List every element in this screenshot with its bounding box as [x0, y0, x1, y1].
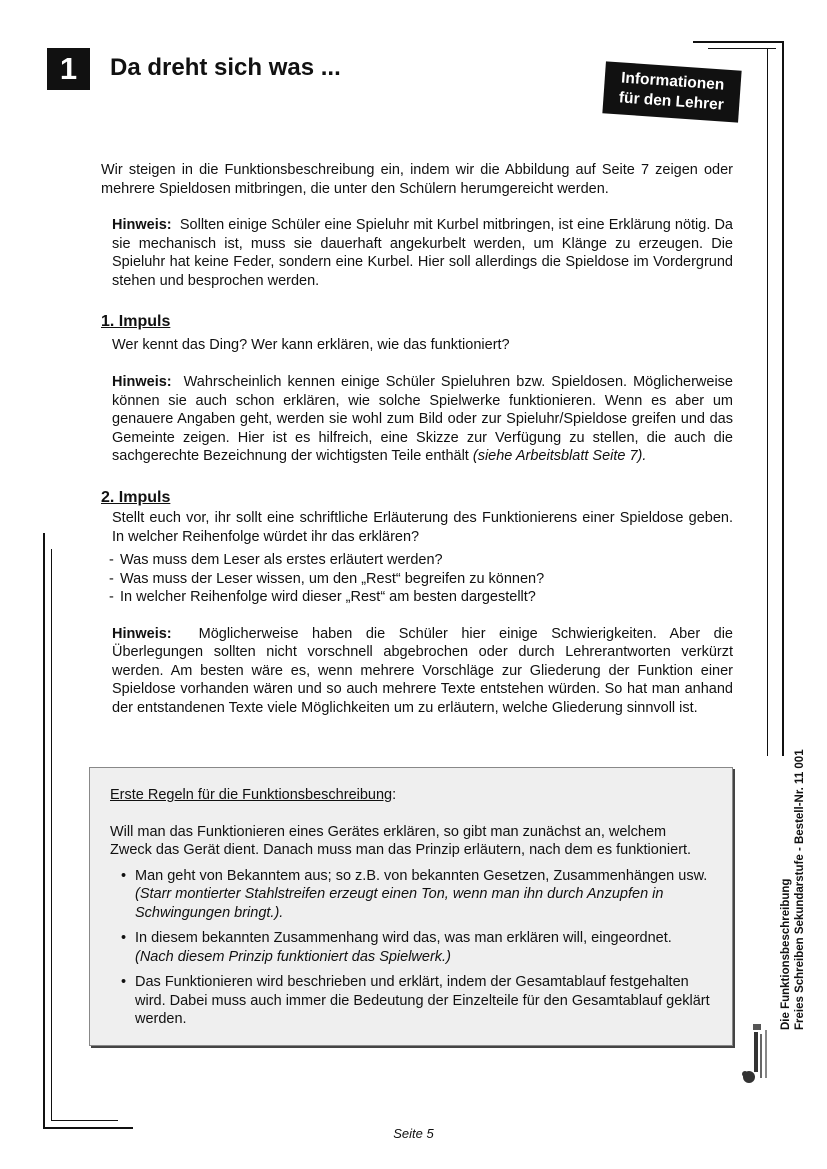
frame-top-right-v2	[767, 48, 768, 756]
impuls2-list	[101, 551, 733, 607]
teacher-info-line1: Informationen	[620, 69, 725, 94]
hint-label: Hinweis:	[112, 217, 172, 233]
hint-text: Möglicherweise haben die Schüler hier einige Schwierigkeiten. Aber die Überlegungen sollten nicht vorschnell abgebrochen oder durch Lehrerantworten verkürzt werden. Am besten wäre es, wenn mehrere Vorschläge zur Gliederung der Funktion einer Spieldose vorhanden wären und so auch mehrere Texte entstehen würden. So hat man anhand der entstandenen Texte viele Möglichkeiten um zu erläutern, welche Gliederung sinnvoll ist.	[112, 625, 733, 716]
impuls1-hint	[101, 373, 733, 466]
impuls2-question: Stellt euch vor, ihr sollt eine schriftliche Erläuterung des Funktionierens einer Spieldose geben. In welcher Reihenfolge würdet ihr das erklären?	[112, 510, 733, 545]
bullet-example: (Nach diesem Prinzip funktioniert das Spielwerk.)	[135, 948, 451, 965]
page-title: Da dreht sich was ...	[110, 54, 341, 81]
rules-box	[89, 767, 733, 1046]
bullet-example: (Starr montierter Stahlstreifen erzeugt einen Ton, wenn man ihn durch Anzupfen in Schwingungen bringt.).	[135, 886, 664, 921]
impuls2-hint	[101, 625, 733, 718]
intro-hint	[101, 216, 733, 290]
frame-top-right-h1	[693, 41, 784, 43]
list-item: - In welcher Reihenfolge wird dieser „Rest“ am besten dargestellt?	[101, 588, 733, 607]
hint-label: Hinweis:	[112, 625, 172, 642]
rules-title-colon: :	[392, 787, 397, 803]
intro-text: Wir steigen in die Funktionsbeschreibung ein, indem wir die Abbildung auf Seite 7 zeigen oder mehrere Spieldosen mitbringen, die unter den Schülern herumgereicht werden.	[101, 162, 733, 197]
hint-reference: (siehe Arbeitsblatt Seite 7).	[472, 448, 647, 464]
impuls1-question: Wer kennt das Ding? Wer kann erklären, wie das funktioniert?	[112, 336, 510, 353]
bullet-text: Das Funktionieren wird beschrieben und erklärt, indem der Gesamtablauf festgehalten wird. Dabei muss auch immer die Bedeutung der Einzelteile für den Gesamtablauf geklärt werden.	[135, 974, 710, 1027]
teacher-info-badge	[602, 61, 741, 122]
impuls2-heading: 2. Impuls	[101, 488, 171, 506]
rules-bullet-3	[110, 973, 712, 1029]
main-content	[101, 161, 733, 717]
rules-title	[110, 786, 712, 805]
teacher-info-line2: für den Lehrer	[618, 89, 725, 114]
chapter-number: 1	[47, 48, 90, 90]
frame-bottom-left-v2	[51, 549, 52, 1121]
rules-bullet-1	[110, 867, 712, 923]
publisher-logo-icon	[741, 1022, 775, 1088]
hint-text: Wahrscheinlich kennen einige Schüler Spieluhren bzw. Spieldosen. Möglicherweise können sie auch schon erklären, wie solche Spielwerke funktionieren. Wenn es aber um genauere Angaben geht, werden sie wohl zum Bild oder zur Spieluhr/Spieldose greifen und das Gemeinte zeigen. Hier ist es hilfreich, eine Skizze zur Verfügung zu stellen, die auch die sachgerechte Bezeichnung der wichtigsten Teile enthält	[112, 374, 733, 464]
page-number: Seite 5	[393, 1126, 434, 1141]
side-caption-line1: Die Funktionsbeschreibung	[780, 878, 792, 1030]
impuls1-heading: 1. Impuls	[101, 313, 171, 330]
bullet-text: In diesem bekannten Zusammenhang wird das, was man erklären will, eingeordnet.	[135, 930, 672, 946]
rules-title-text: Erste Regeln für die Funktionsbeschreibung	[110, 787, 393, 803]
rules-bullet-2	[110, 929, 712, 966]
frame-top-right-v1	[782, 41, 784, 756]
side-caption-line2: Freies Schreiben Sekundarstufe - Bestell-Nr. 11 001	[794, 749, 806, 1030]
frame-top-right-h2	[708, 48, 776, 49]
list-item: - Was muss dem Leser als erstes erläutert werden?	[101, 551, 733, 570]
list-item: - Was muss der Leser wissen, um den „Rest“ begreifen zu können?	[101, 570, 733, 589]
hint-text: Sollten einige Schüler eine Spieluhr mit Kurbel mitbringen, ist eine Erklärung nötig. Da sie mechanisch ist, muss sie dauerhaft angekurbelt werden, um Klänge zu erzeugen. Die Spieluhr hat keine Feder, sondern eine Kurbel. Hier soll allerdings die Spieldose im Vordergrund stehen und besprochen werden.	[112, 217, 733, 289]
hint-label: Hinweis:	[112, 374, 172, 390]
bullet-text: Man geht von Bekanntem aus; so z.B. von bekannten Gesetzen, Zusammenhängen usw.	[135, 867, 708, 884]
rules-intro: Will man das Funktionieren eines Gerätes erklären, so gibt man zunächst an, welchem Zweck das Gerät dient. Danach muss man das Prinzip erläutern, nach dem es funktioniert.	[110, 823, 692, 858]
side-caption	[779, 749, 807, 1030]
frame-bottom-left-v1	[43, 533, 45, 1129]
frame-bottom-left-h2	[51, 1120, 118, 1121]
